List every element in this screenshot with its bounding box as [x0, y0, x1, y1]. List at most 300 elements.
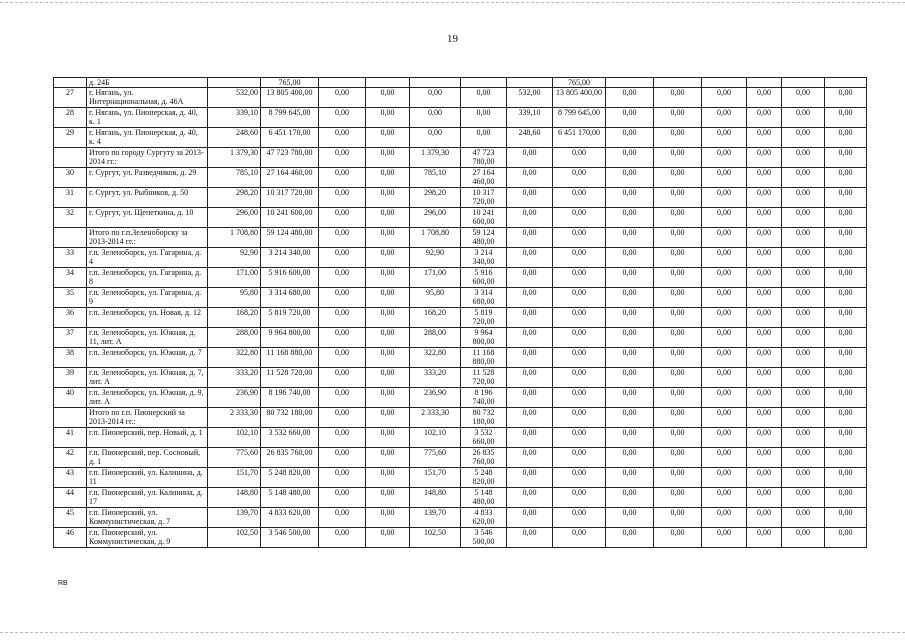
value-cell: 102,50	[208, 528, 261, 548]
row-number-cell: 31	[54, 188, 87, 208]
value-cell: 4 833 620,00	[261, 508, 319, 528]
value-cell: 0,00	[319, 528, 366, 548]
value-cell: 0,00	[702, 88, 747, 108]
value-cell: 0,00	[606, 108, 654, 128]
address-cell: г. Нягань, ул. Интернациональная, д. 46А	[87, 88, 208, 108]
value-cell: 0,00	[825, 408, 867, 428]
value-cell: 171,00	[410, 268, 461, 288]
value-cell: 3 532 660,00	[261, 428, 319, 448]
table-row	[54, 408, 867, 428]
value-cell: 0,00	[825, 148, 867, 168]
value-cell: 0,00	[825, 208, 867, 228]
value-cell: 0,00	[606, 528, 654, 548]
value-cell: 0,00	[553, 228, 606, 248]
value-cell: 0,00	[702, 128, 747, 148]
value-cell: 0,00	[553, 268, 606, 288]
table-row	[54, 208, 867, 228]
value-cell: 3 214 340,00	[461, 248, 507, 268]
value-cell: 0,00	[782, 348, 825, 368]
table-row	[54, 168, 867, 188]
table-row	[54, 508, 867, 528]
address-cell: г. Сургут, ул. Щепеткина, д. 10	[87, 208, 208, 228]
value-cell: 0,00	[825, 348, 867, 368]
table-row	[54, 108, 867, 128]
value-cell: 0,00	[825, 108, 867, 128]
value-cell: 296,00	[410, 208, 461, 228]
value-cell: 0,00	[606, 468, 654, 488]
value-cell: 0,00	[782, 448, 825, 468]
row-number-cell: 27	[54, 88, 87, 108]
value-cell: 0,00	[825, 528, 867, 548]
value-cell: 0,00	[654, 128, 702, 148]
value-cell: 0,00	[553, 288, 606, 308]
value-cell: 0,00	[747, 368, 782, 388]
value-cell: 0,00	[507, 428, 553, 448]
value-cell: 5 148 480,00	[261, 488, 319, 508]
row-number-cell: 37	[54, 328, 87, 348]
value-cell: 0,00	[319, 208, 366, 228]
value-cell: 0,00	[507, 148, 553, 168]
value-cell: 0,00	[654, 288, 702, 308]
value-cell: 775,60	[208, 448, 261, 468]
value-cell: 139,70	[410, 508, 461, 528]
value-cell: 0,00	[782, 468, 825, 488]
value-cell: 5 819 720,00	[261, 308, 319, 328]
value-cell: 0,00	[507, 168, 553, 188]
value-cell: 0,00	[654, 108, 702, 128]
value-cell: 0,00	[702, 168, 747, 188]
value-cell: 0,00	[702, 228, 747, 248]
value-cell: 0,00	[825, 388, 867, 408]
value-cell: 0,00	[366, 368, 410, 388]
value-cell: 8 799 645,00	[261, 108, 319, 128]
value-cell: 0,00	[553, 528, 606, 548]
value-cell: 0,00	[782, 488, 825, 508]
value-cell: 0,00	[319, 228, 366, 248]
value-cell: 765,00	[261, 78, 319, 88]
value-cell: 0,00	[782, 368, 825, 388]
value-cell: 288,00	[208, 328, 261, 348]
value-cell: 0,00	[553, 248, 606, 268]
value-cell: 0,00	[782, 148, 825, 168]
value-cell: 0,00	[553, 508, 606, 528]
value-cell: 0,00	[319, 148, 366, 168]
value-cell: 0,00	[702, 428, 747, 448]
table-row	[54, 88, 867, 108]
value-cell: 59 124 480,00	[261, 228, 319, 248]
value-cell: 0,00	[507, 188, 553, 208]
value-cell: 0,00	[366, 448, 410, 468]
value-cell: 11 168 880,00	[461, 348, 507, 368]
value-cell: 0,00	[654, 448, 702, 468]
address-cell: г. Сургут, ул. Рыбников, д. 50	[87, 188, 208, 208]
value-cell: 0,00	[606, 248, 654, 268]
value-cell: 0,00	[606, 228, 654, 248]
value-cell: 0,00	[747, 528, 782, 548]
value-cell: 0,00	[702, 108, 747, 128]
value-cell: 0,00	[319, 188, 366, 208]
value-cell: 0,00	[747, 508, 782, 528]
value-cell: 0,00	[507, 248, 553, 268]
value-cell: 0,00	[366, 168, 410, 188]
value-cell: 0,00	[782, 508, 825, 528]
value-cell: 0,00	[606, 188, 654, 208]
value-cell: 0,00	[366, 328, 410, 348]
value-cell: 0,00	[747, 188, 782, 208]
value-cell: 80 732 180,00	[461, 408, 507, 428]
value-cell: 0,00	[782, 528, 825, 548]
value-cell: 0,00	[747, 288, 782, 308]
value-cell: 339,10	[208, 108, 261, 128]
value-cell: 0,00	[825, 188, 867, 208]
address-cell: Итого по г.п. Пионерский за 2013-2014 гг.:	[87, 408, 208, 428]
value-cell: 0,00	[553, 168, 606, 188]
value-cell: 0,00	[553, 348, 606, 368]
row-number-cell: 38	[54, 348, 87, 368]
table-row	[54, 268, 867, 288]
value-cell: 0,00	[702, 368, 747, 388]
value-cell: 0,00	[507, 468, 553, 488]
value-cell: 0,00	[366, 188, 410, 208]
value-cell: 0,00	[825, 288, 867, 308]
value-cell: 248,60	[507, 128, 553, 148]
value-cell: 288,00	[410, 328, 461, 348]
row-number-cell: 44	[54, 488, 87, 508]
value-cell: 0,00	[782, 328, 825, 348]
value-cell: 0,00	[747, 88, 782, 108]
value-cell: 102,10	[410, 428, 461, 448]
value-cell: 0,00	[747, 488, 782, 508]
table-row	[54, 488, 867, 508]
table-row	[54, 128, 867, 148]
address-cell: г.п. Пионерский, ул. Калинина, д. 17	[87, 488, 208, 508]
value-cell: 0,00	[553, 328, 606, 348]
value-cell: 0,00	[606, 88, 654, 108]
value-cell: 0,00	[366, 268, 410, 288]
address-cell: г.п. Зеленоборск, ул. Южная, д. 11, лит. А	[87, 328, 208, 348]
value-cell: 236,90	[208, 388, 261, 408]
value-cell: 0,00	[319, 428, 366, 448]
value-cell: 0,00	[319, 348, 366, 368]
value-cell: 3 546 500,00	[261, 528, 319, 548]
value-cell: 0,00	[825, 428, 867, 448]
value-cell: 0,00	[654, 488, 702, 508]
value-cell: 0,00	[654, 188, 702, 208]
row-number-cell: 30	[54, 168, 87, 188]
value-cell: 775,60	[410, 448, 461, 468]
value-cell: 0,00	[606, 128, 654, 148]
value-cell: 1 379,30	[208, 148, 261, 168]
value-cell: 0,00	[319, 508, 366, 528]
row-number-cell: 42	[54, 448, 87, 468]
value-cell: 102,50	[410, 528, 461, 548]
value-cell: 532,00	[208, 88, 261, 108]
value-cell: 0,00	[825, 448, 867, 468]
address-cell: Итого по г.п.Зеленоборску за 2013-2014 гг.:	[87, 228, 208, 248]
value-cell: 0,00	[654, 468, 702, 488]
value-cell: 11 168 880,00	[261, 348, 319, 368]
table-row	[54, 468, 867, 488]
value-cell: 9 964 800,00	[461, 328, 507, 348]
value-cell: 27 164 460,00	[461, 168, 507, 188]
value-cell: 0,00	[782, 408, 825, 428]
value-cell: 148,80	[208, 488, 261, 508]
value-cell: 765,00	[553, 78, 606, 88]
value-cell: 0,00	[366, 388, 410, 408]
row-number-cell: 35	[54, 288, 87, 308]
value-cell: 0,00	[606, 368, 654, 388]
value-cell: 0,00	[507, 388, 553, 408]
value-cell: 0,00	[507, 348, 553, 368]
value-cell: 3 314 680,00	[261, 288, 319, 308]
value-cell: 0,00	[319, 268, 366, 288]
value-cell: 0,00	[553, 308, 606, 328]
value-cell: 0,00	[702, 348, 747, 368]
table-row	[54, 308, 867, 328]
value-cell: 296,00	[208, 208, 261, 228]
value-cell: 0,00	[553, 428, 606, 448]
value-cell: 0,00	[747, 148, 782, 168]
value-cell: 102,10	[208, 428, 261, 448]
value-cell: 0,00	[747, 268, 782, 288]
value-cell: 0,00	[366, 348, 410, 368]
data-table	[53, 77, 867, 548]
value-cell: 3 532 660,00	[461, 428, 507, 448]
value-cell: 92,90	[208, 248, 261, 268]
value-cell: 0,00	[825, 368, 867, 388]
value-cell: 0,00	[319, 448, 366, 468]
value-cell: 0,00	[654, 148, 702, 168]
value-cell: 0,00	[782, 268, 825, 288]
row-number-cell: 34	[54, 268, 87, 288]
value-cell: 0,00	[366, 288, 410, 308]
table-row	[54, 248, 867, 268]
value-cell: 0,00	[507, 268, 553, 288]
value-cell: 0,00	[507, 368, 553, 388]
value-cell: 0,00	[747, 408, 782, 428]
value-cell: 0,00	[319, 468, 366, 488]
value-cell: 0,00	[461, 108, 507, 128]
value-cell: 26 835 760,00	[461, 448, 507, 468]
address-cell: г.п. Пионерский, ул. Коммунистическая, д. 7	[87, 508, 208, 528]
page-number: 19	[447, 33, 458, 45]
address-cell: г.п. Зеленоборск, ул. Гагарина, д. 9	[87, 288, 208, 308]
value-cell: 2 333,30	[208, 408, 261, 428]
row-number-cell: 32	[54, 208, 87, 228]
row-number-cell: 45	[54, 508, 87, 528]
value-cell: 1 708,80	[208, 228, 261, 248]
value-cell: 5 248 820,00	[261, 468, 319, 488]
value-cell: 0,00	[782, 308, 825, 328]
value-cell: 0,00	[461, 128, 507, 148]
row-number-cell	[54, 148, 87, 168]
value-cell: 10 317 720,00	[461, 188, 507, 208]
value-cell: 322,80	[208, 348, 261, 368]
value-cell: 0,00	[747, 208, 782, 228]
value-cell: 10 317 720,00	[261, 188, 319, 208]
value-cell: 0,00	[606, 288, 654, 308]
value-cell: 5 916 600,00	[261, 268, 319, 288]
value-cell: 0,00	[702, 308, 747, 328]
value-cell: 0,00	[366, 128, 410, 148]
value-cell: 11 528 720,00	[461, 368, 507, 388]
value-cell: 0,00	[825, 468, 867, 488]
value-cell: 95,80	[208, 288, 261, 308]
address-cell: г. Нягань, ул. Пионерская, д. 40, к. 1	[87, 108, 208, 128]
row-number-cell: 36	[54, 308, 87, 328]
value-cell: 0,00	[507, 228, 553, 248]
row-number-cell: 28	[54, 108, 87, 128]
value-cell: 3 314 680,00	[461, 288, 507, 308]
value-cell: 0,00	[366, 208, 410, 228]
value-cell: 0,00	[747, 108, 782, 128]
value-cell: 5 248 820,00	[461, 468, 507, 488]
value-cell: 10 241 600,00	[461, 208, 507, 228]
value-cell: 0,00	[654, 248, 702, 268]
value-cell: 11 528 720,00	[261, 368, 319, 388]
value-cell: 0,00	[606, 148, 654, 168]
value-cell: 0,00	[606, 508, 654, 528]
value-cell: 0,00	[702, 208, 747, 228]
value-cell: 0,00	[507, 448, 553, 468]
value-cell: 0,00	[507, 508, 553, 528]
value-cell: 0,00	[319, 488, 366, 508]
table-row	[54, 348, 867, 368]
value-cell: 139,70	[208, 508, 261, 528]
value-cell: 322,80	[410, 348, 461, 368]
table-row	[54, 368, 867, 388]
value-cell: 0,00	[654, 228, 702, 248]
value-cell: 0,00	[825, 328, 867, 348]
value-cell: 0,00	[825, 88, 867, 108]
value-cell: 333,20	[208, 368, 261, 388]
value-cell: 8 196 740,00	[261, 388, 319, 408]
value-cell: 0,00	[702, 448, 747, 468]
value-cell: 0,00	[747, 308, 782, 328]
address-cell: г.п. Пионерский, пер. Новый, д. 1	[87, 428, 208, 448]
value-cell: 0,00	[825, 248, 867, 268]
row-number-cell: 43	[54, 468, 87, 488]
value-cell: 0,00	[747, 468, 782, 488]
row-number-cell: 41	[54, 428, 87, 448]
value-cell: 0,00	[702, 288, 747, 308]
table-row	[54, 428, 867, 448]
value-cell: 0,00	[366, 228, 410, 248]
table-row	[54, 188, 867, 208]
value-cell: 0,00	[606, 308, 654, 328]
value-cell: 0,00	[606, 488, 654, 508]
value-cell: 785,10	[208, 168, 261, 188]
value-cell: 168,20	[208, 308, 261, 328]
value-cell: 236,90	[410, 388, 461, 408]
value-cell: 47 723 780,00	[461, 148, 507, 168]
footer-mark: RB	[58, 580, 68, 587]
value-cell: 0,00	[654, 268, 702, 288]
value-cell: 0,00	[553, 188, 606, 208]
value-cell: 0,00	[507, 308, 553, 328]
value-cell: 0,00	[507, 528, 553, 548]
value-cell: 5 819 720,00	[461, 308, 507, 328]
value-cell: 0,00	[366, 308, 410, 328]
value-cell: 785,10	[410, 168, 461, 188]
address-cell: г.п. Зеленоборск, ул. Гагарина, д. 8	[87, 268, 208, 288]
value-cell: 47 723 780,00	[261, 148, 319, 168]
value-cell: 0,00	[782, 188, 825, 208]
table-row	[54, 388, 867, 408]
value-cell: 80 732 180,00	[261, 408, 319, 428]
value-cell: 0,00	[747, 348, 782, 368]
value-cell: 0,00	[747, 388, 782, 408]
value-cell: 3 546 500,00	[461, 528, 507, 548]
value-cell: 0,00	[702, 388, 747, 408]
value-cell: 59 124 480,00	[461, 228, 507, 248]
value-cell: 0,00	[654, 168, 702, 188]
value-cell: 0,00	[366, 108, 410, 128]
value-cell: 0,00	[366, 428, 410, 448]
value-cell: 0,00	[825, 268, 867, 288]
value-cell: 0,00	[410, 108, 461, 128]
value-cell: 6 451 170,00	[261, 128, 319, 148]
address-cell: г.п. Зеленоборск, ул. Южная, д. 9, лит. А	[87, 388, 208, 408]
value-cell: 0,00	[319, 248, 366, 268]
value-cell: 0,00	[702, 328, 747, 348]
value-cell: 0,00	[319, 368, 366, 388]
address-cell: д. 24Б	[87, 78, 208, 88]
value-cell: 0,00	[366, 88, 410, 108]
value-cell: 0,00	[410, 88, 461, 108]
value-cell: 0,00	[507, 208, 553, 228]
value-cell: 0,00	[747, 428, 782, 448]
value-cell: 0,00	[319, 108, 366, 128]
value-cell: 27 164 460,00	[261, 168, 319, 188]
value-cell: 0,00	[702, 408, 747, 428]
value-cell: 0,00	[782, 208, 825, 228]
value-cell: 0,00	[366, 148, 410, 168]
value-cell: 0,00	[747, 248, 782, 268]
table-row	[54, 78, 867, 88]
value-cell: 298,20	[410, 188, 461, 208]
value-cell: 0,00	[782, 228, 825, 248]
value-cell: 0,00	[461, 88, 507, 108]
row-number-cell	[54, 228, 87, 248]
value-cell: 0,00	[606, 408, 654, 428]
value-cell: 151,70	[208, 468, 261, 488]
row-number-cell: 39	[54, 368, 87, 388]
value-cell: 0,00	[319, 168, 366, 188]
value-cell: 0,00	[825, 308, 867, 328]
address-cell: г.п. Пионерский, ул. Калинина, д. 11	[87, 468, 208, 488]
value-cell: 151,70	[410, 468, 461, 488]
value-cell: 0,00	[747, 128, 782, 148]
value-cell: 0,00	[825, 508, 867, 528]
address-cell: г. Нягань, ул. Пионерская, д. 40, к. 4	[87, 128, 208, 148]
row-number-cell: 40	[54, 388, 87, 408]
value-cell: 0,00	[606, 208, 654, 228]
value-cell: 9 964 800,00	[261, 328, 319, 348]
value-cell: 1 379,30	[410, 148, 461, 168]
value-cell: 0,00	[825, 228, 867, 248]
value-cell: 171,00	[208, 268, 261, 288]
value-cell: 0,00	[507, 488, 553, 508]
value-cell: 0,00	[782, 128, 825, 148]
table-row	[54, 148, 867, 168]
value-cell: 0,00	[606, 268, 654, 288]
value-cell: 0,00	[654, 348, 702, 368]
value-cell: 0,00	[654, 408, 702, 428]
value-cell: 0,00	[553, 488, 606, 508]
value-cell: 0,00	[553, 208, 606, 228]
value-cell: 0,00	[319, 128, 366, 148]
